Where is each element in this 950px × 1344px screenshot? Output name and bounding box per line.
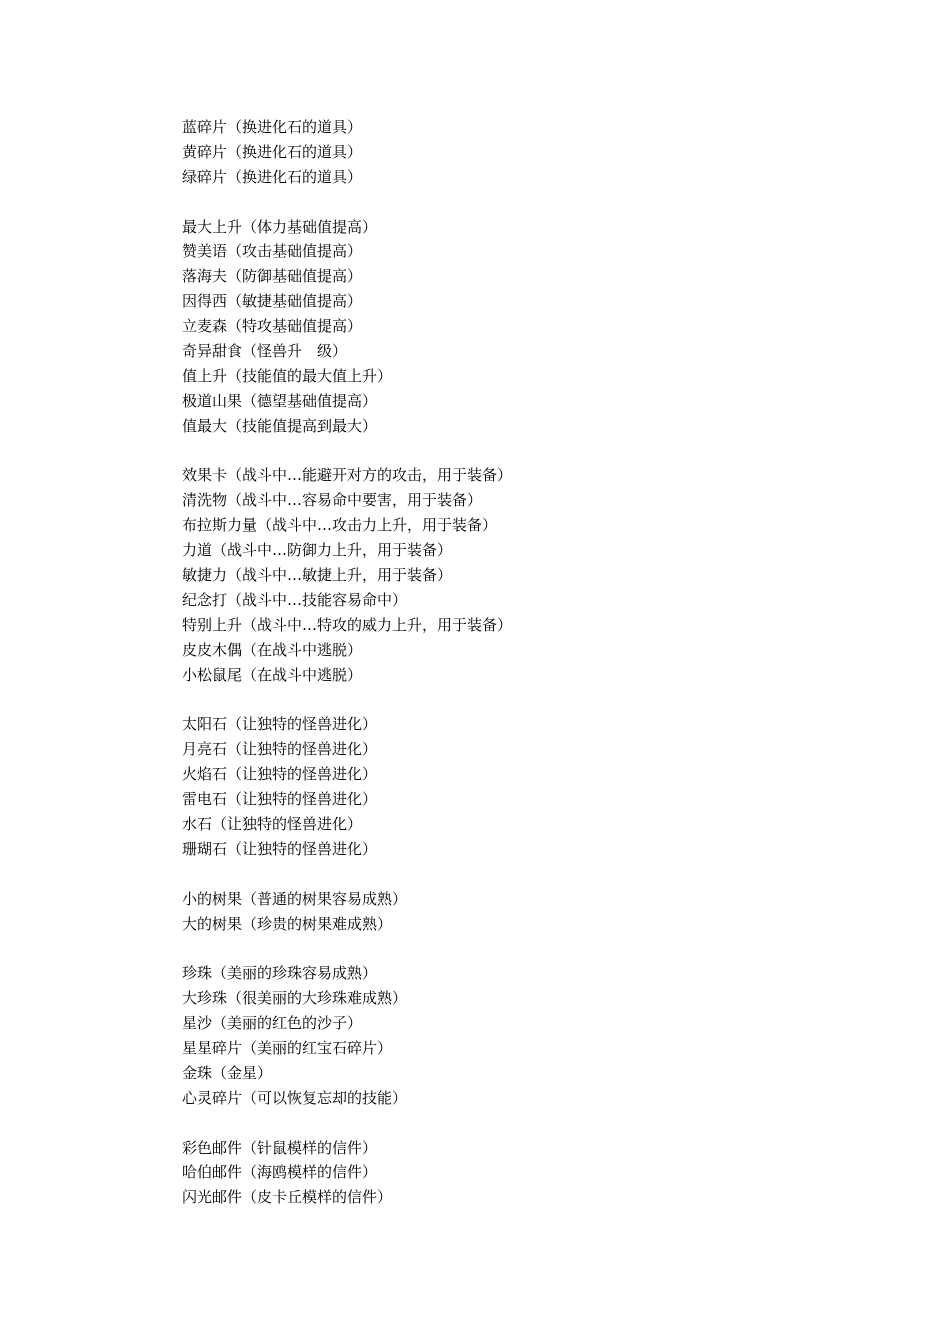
item-line: 大的树果（珍贵的树果难成熟）	[182, 914, 393, 933]
item-line: 赞美语（攻击基础值提高）	[182, 242, 363, 261]
item-line: 纪念打（战斗中…技能容易命中）	[182, 590, 408, 609]
item-group	[182, 712, 882, 861]
item-group	[182, 115, 882, 190]
item-line: 黄碎片（换进化石的道具）	[182, 142, 363, 161]
item-line: 布拉斯力量（战斗中…攻击力上升，用于装备）	[182, 516, 498, 535]
item-group	[182, 463, 882, 687]
document-page	[182, 115, 882, 1235]
item-line: 珍珠（美丽的珍珠容易成熟）	[182, 964, 378, 983]
item-line: 哈伯邮件（海鸥模样的信件）	[182, 1163, 378, 1182]
item-line: 闪光邮件（皮卡丘模样的信件）	[182, 1188, 393, 1207]
item-line: 极道山果（德望基础值提高）	[182, 391, 378, 410]
item-line: 大珍珠（很美丽的大珍珠难成熟）	[182, 989, 408, 1008]
item-line: 小松鼠尾（在战斗中逃脱）	[182, 665, 363, 684]
item-line: 雷电石（让独特的怪兽进化）	[182, 790, 378, 809]
item-group	[182, 1136, 882, 1211]
item-line: 值最大（技能值提高到最大）	[182, 416, 378, 435]
item-line: 蓝碎片（换进化石的道具）	[182, 118, 363, 136]
item-line: 因得西（敏捷基础值提高）	[182, 292, 363, 311]
item-line: 清洗物（战斗中…容易命中要害，用于装备）	[182, 491, 483, 510]
item-line: 小的树果（普通的树果容易成熟）	[182, 889, 408, 908]
item-line: 最大上升（体力基础值提高）	[182, 217, 378, 236]
item-line: 火焰石（让独特的怪兽进化）	[182, 765, 378, 784]
item-line: 奇异甜食（怪兽升 级）	[182, 342, 348, 361]
item-line: 落海夫（防御基础值提高）	[182, 267, 363, 286]
item-line: 值上升（技能值的最大值上升）	[182, 366, 393, 385]
item-line: 绿碎片（换进化石的道具）	[182, 167, 363, 186]
item-line: 星星碎片（美丽的红宝石碎片）	[182, 1038, 393, 1057]
item-group	[182, 887, 882, 937]
item-line: 力道（战斗中…防御力上升，用于装备）	[182, 541, 453, 560]
item-line: 敏捷力（战斗中…敏捷上升，用于装备）	[182, 566, 453, 585]
item-line: 金珠（金星）	[182, 1063, 273, 1082]
item-line: 效果卡（战斗中…能避开对方的攻击，用于装备）	[182, 466, 513, 485]
item-line: 立麦森（特攻基础值提高）	[182, 317, 363, 336]
item-group	[182, 961, 882, 1110]
item-line: 水石（让独特的怪兽进化）	[182, 814, 363, 833]
item-line: 特别上升（战斗中…特攻的威力上升，用于装备）	[182, 615, 513, 634]
item-line: 心灵碎片（可以恢复忘却的技能）	[182, 1088, 408, 1107]
item-line: 彩色邮件（针鼠模样的信件）	[182, 1138, 378, 1157]
item-line: 太阳石（让独特的怪兽进化）	[182, 715, 378, 734]
item-group	[182, 215, 882, 439]
item-line: 珊瑚石（让独特的怪兽进化）	[182, 839, 378, 858]
item-line: 皮皮木偶（在战斗中逃脱）	[182, 640, 363, 659]
item-line: 月亮石（让独特的怪兽进化）	[182, 740, 378, 759]
item-line: 星沙（美丽的红色的沙子）	[182, 1014, 363, 1033]
